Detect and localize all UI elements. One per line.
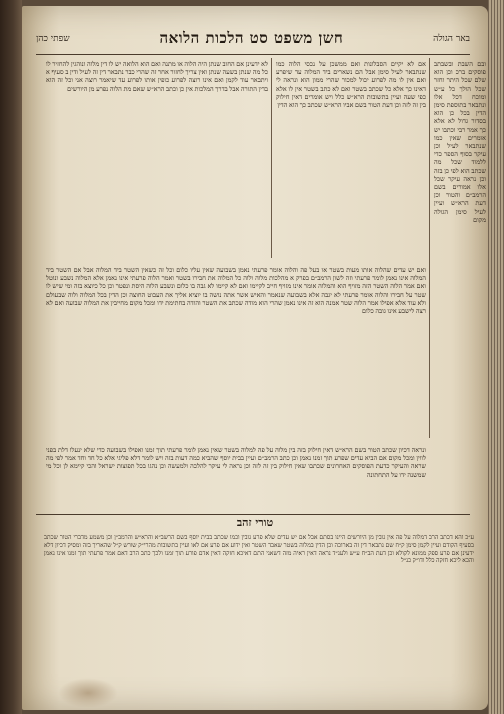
- side-notes-column: [434, 60, 486, 440]
- page-header: [36, 24, 470, 52]
- commentary-text: ע״כ והא דכתב הרב דמלוה על פה אין גובין מן היורשים היינו בסתם אבל אם יש עדים שלא פרע גובין וכמו שכתב בבית יוסף בשם הרשב״א והרא״ש והרמב״ן וכן משמע מדברי הטור שכתב בסעיף הקודם ועיין לקמן סימן ק״ח שם נתבאר דין זה בארוכה וכן הדין במלוה בשטר שאבד השטר ואין ידוע אם פרע אם לאו ועיין בתשובות מהרי״ק שורש ק״ל שהאריך בזה ומסיק דכיון דלא ידעינן אם פרע ספק ממונא לקולא וכן דעת הב״ח ע״ש ולענ״ד נראה דאין ראיה מזה דשאני התם דאיכא חזקה דאין אדם פורע תוך זמנו ולכך כתב הרב דאם אמר פרעתי תוך זמנו אינו נאמן והכא ליכא חזקה כלל ודו״ק כנ״ל: [44, 534, 474, 565]
- column-divider: [271, 58, 272, 258]
- right-column-text: אם לא יקיים הסבלונות ואם ממשכן על נכסי הלוה כמו שנתבאר לעיל סימן אבל הם נשארים ביד המלוה עד שיפרע ואם אין לו מה לפרוע יכול למכור שהרי ממון הוא ונראה לי דאינו כך אלא כל שכתב בשטר ואם לא כתב בשטר אין לו אלא כפי שעה ועיין בתשובות הרא״ש כלל ויש אומרים דאין חילוק בין זה לזה וכן דעת הטור בשם אביו הרא״ש שכתב כך הוא הדין: [276, 60, 426, 110]
- header-right-label: באר הגולה: [433, 33, 470, 44]
- header-rule: [36, 54, 470, 55]
- side-divider: [429, 58, 430, 438]
- commentary-heading: טורי זהב: [236, 516, 274, 529]
- book-page: [22, 6, 488, 710]
- page-title: חשן משפט סט הלכות הלואה: [159, 28, 344, 47]
- left-column: [46, 60, 268, 260]
- page-stain: [58, 678, 118, 708]
- right-column: [276, 60, 426, 260]
- side-notes-text: ובם השבת ובשבתב פוסקים ברכ וכן הוא שלם שכל היתר וחזר שכל הולך כל ע״ש ומוכח דכל אלו ונתבאר בתוספת סימן הדין בכל כן הוא בסדור גדול לא אלא כך אמר רבי וכתבו יש אומרים שאין כמו שנתבאר לעיל וכן עיקר בסוף הספר כדי ללמוד שכל מה שכתב הוא לפי כן בזה וכן נראה עיקר שכל אלו אמורים בשם הרמב״ם והטור וכן דעת הרא״ש ועיין לעיל סימן הגולה מקום: [434, 60, 486, 224]
- commentary-block: [44, 534, 474, 694]
- center-text: ואם יש עדים שהלוה אותו מעות בשטר או בעל פה והלוה אומר פרעתי נאמן בשבועה שאין עליו כלום וכל זה כשאין השטר ביד המלוה אבל אם השטר ביד המלוה אינו נאמן לומר פרעתי וזה לשון הרמב״ם בפרק א מהלכות מלוה ולוה כל המלוה את חבירו בשטר ואמר הלוה פרעתי אינו נאמן אלא המלוה נשבע ונוטל ואם אמר הלוה השטר הזה מזויף הוא והמלוה אומר אינו מזויף חייב לקיימו ואם לא קיימו לא גבה בו כלום ונשבע הלוה היסת ונפטר וכן כל כיוצא בזה ומי שיש לו שטר על חבירו והלוה אומר פרעתי לא יגבה אלא בשבועה שנאמר והאיש אשר אתה נושה בו יוציא אליך את העבוט החוצה וכן הדין בכל המלוה ולוה שבעולם ולא עוד אלא אפילו אמר הלוה שטר אמנה הוא זה אינו נאמן שהרי הוא מודה שכתב את השטר והודה בחתימת ידו ומכל מקום מחייבין את המלוה שבועה ואם לא רצה לישבע אינו גובה כלום: [46, 266, 426, 316]
- bottom-text-block: [46, 446, 426, 506]
- bottom-text: ונראה דכיון שכתב הטור בשם הרא״ש דאין חילוק בזה בין מלוה על פה למלוה בשטר שאין נאמן לומר פרעתי תוך זמנו ואפילו בשבועה כדי שלא ינעלו דלת בפני לווין ומכל מקום אם הביא עדים שפרע תוך זמנו נאמן וכן כתב הרמב״ם ועיין בבית יוסף שהביא כמה דעות בזה ויש לומר דלא פליגי אלא כל חד וחד אמר לפי מה שראה והעיקר כדעת הפוסקים האחרונים שכתבו שאין חילוק בין זה לזה וכן נראה לי עיקר להלכה ולמעשה וכן נהגו בכל תפוצות ישראל והכי קיימא לן וכל מי שמשנה ידו על התחתונה: [46, 446, 426, 479]
- left-column-text: לא ידעינן אם החוב שנתן היה הלוה או מתנה ואם הוא הלואה יש לו דין מלוה ונוהגין להחזיר לו כל מה שנתן בשעה שנתן ואין צריך לחזור אחר זה שהרי כבר נתבאר דין זה לעיל ודין ב סעיף א ויתבאר עוד לקמן ואם אינו רוצה לפרוע כופין אותו לפרוע עד שיאמר רוצה אני וכל זה הוא בדין התורה אבל בדרך המלכות אין כן וכתב הרא״ש שאם מת הלוה נפרע מן היורשים: [46, 60, 268, 93]
- center-text-block: [46, 266, 426, 466]
- header-left-label: שפתי כהן: [36, 33, 70, 44]
- page-edges: [488, 0, 504, 714]
- commentary-rule: [36, 514, 470, 515]
- book-spine: [0, 0, 22, 714]
